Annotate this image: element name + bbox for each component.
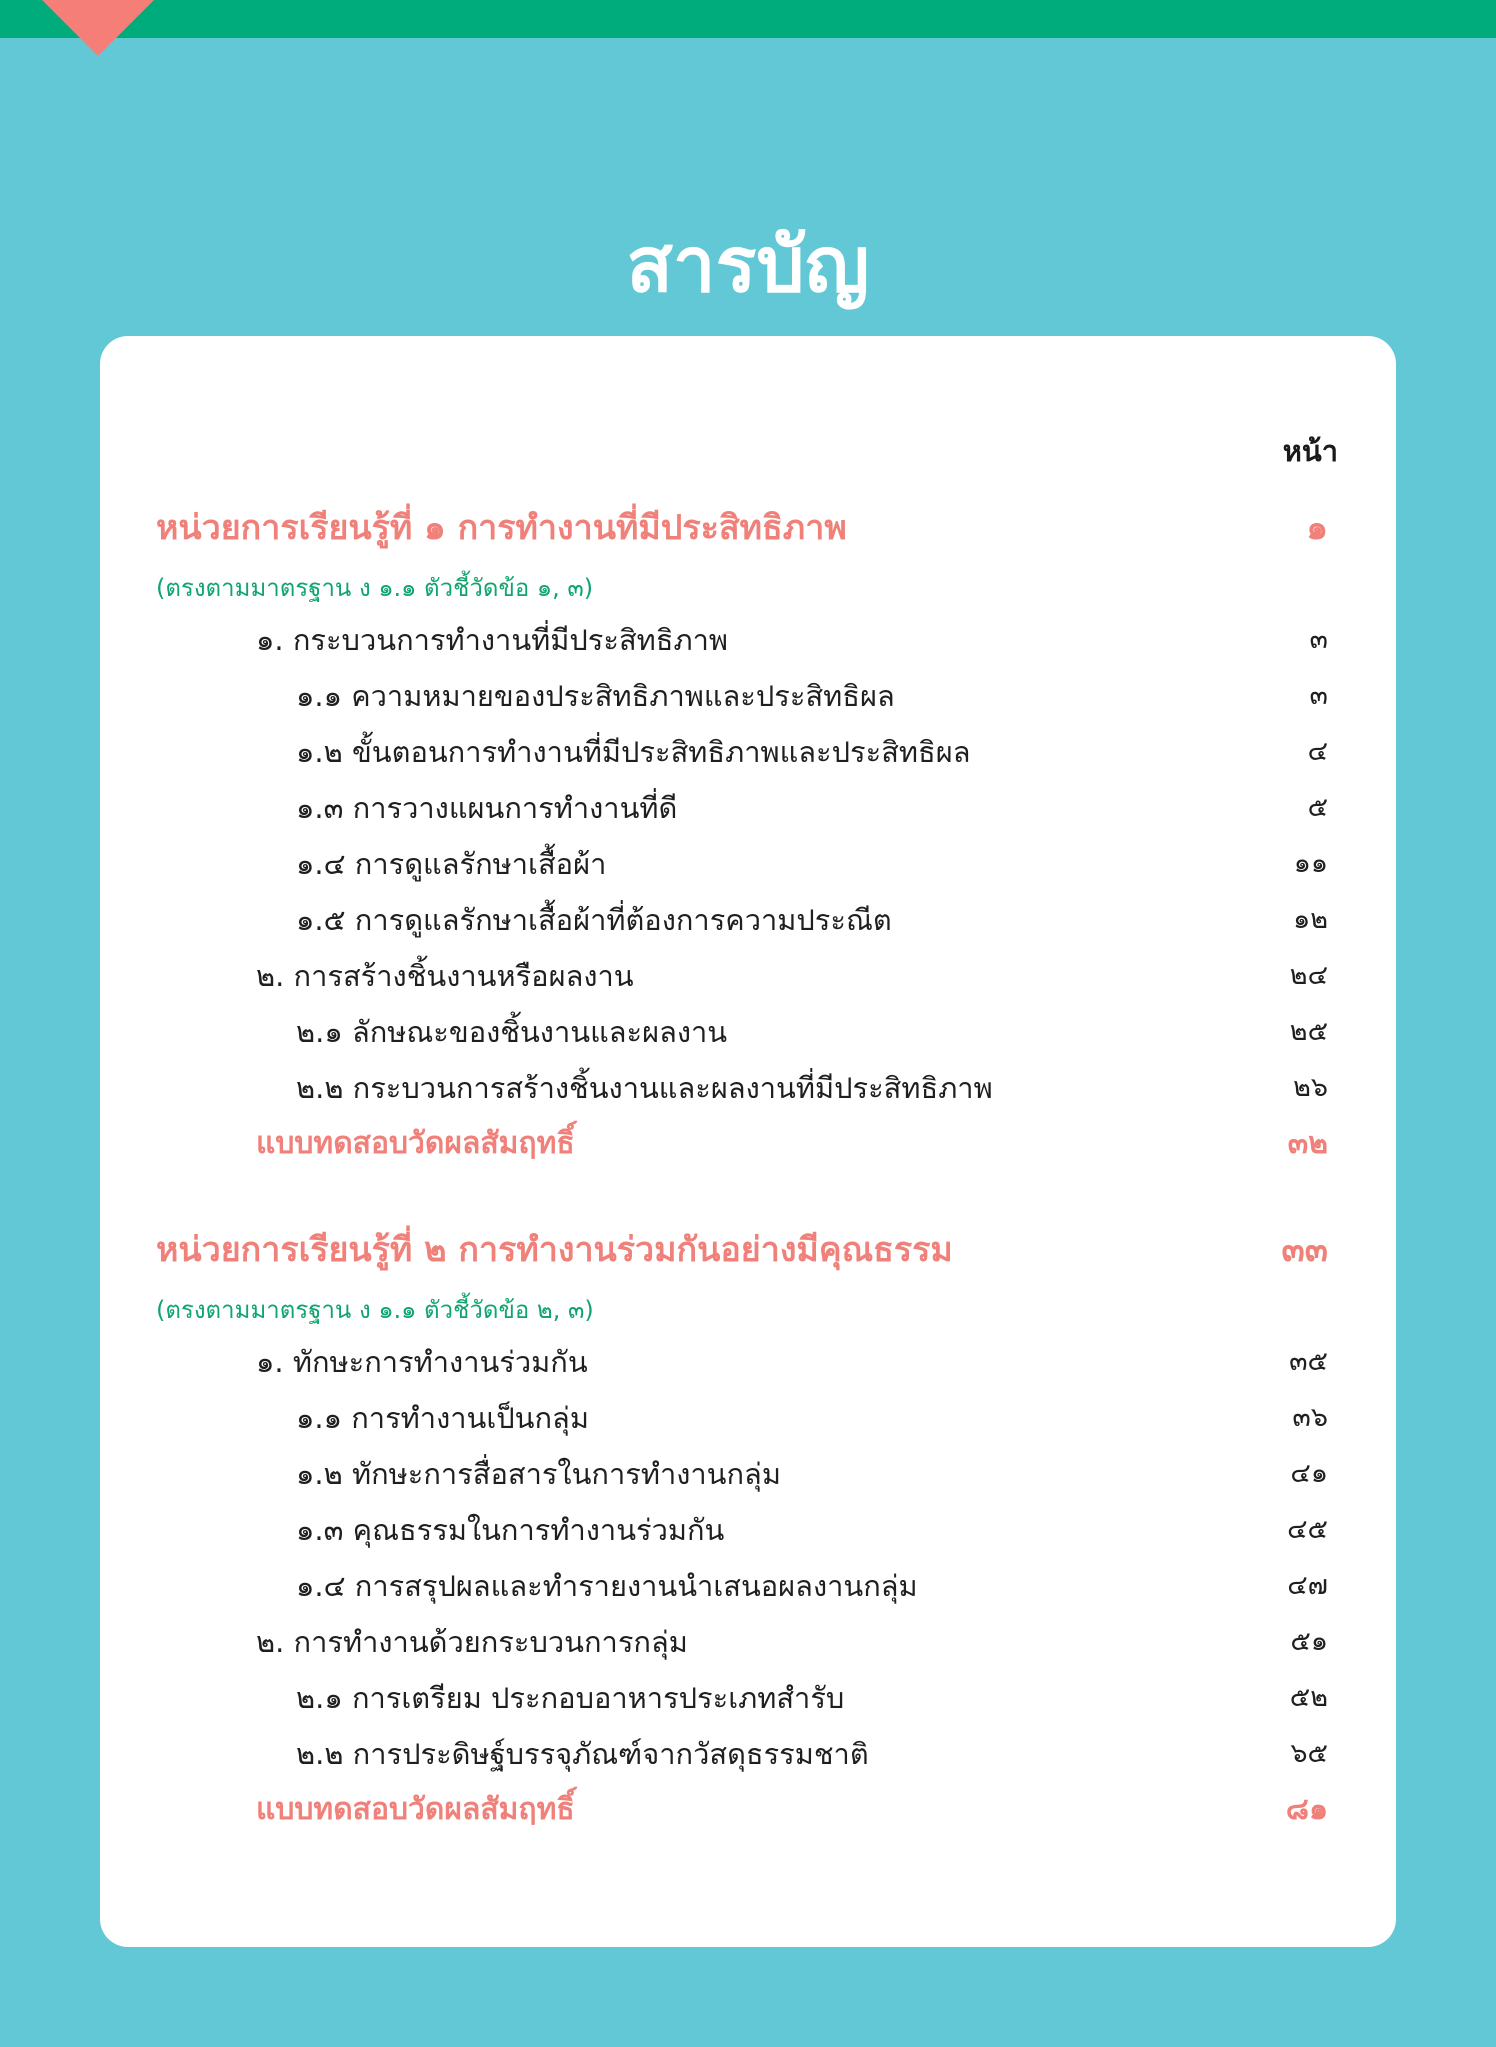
toc-subtopic[interactable]: [100, 784, 1396, 832]
toc-subtopic-page: ๑๒: [1293, 904, 1328, 935]
achievement-test-label: แบบทดสอบวัดผลสัมฤทธิ์: [256, 1126, 575, 1161]
toc-subtopic-page: ๕: [1307, 792, 1328, 823]
toc-subtopic-page: ๔๗: [1287, 1570, 1328, 1601]
toc-subtopic-page: ๔๑: [1290, 1458, 1328, 1489]
toc-topic-label: ๒. การทำงานด้วยกระบวนการกลุ่ม: [256, 1625, 688, 1659]
toc-panel: [100, 336, 1396, 1947]
unit-standard-label: (ตรงตามมาตรฐาน ง ๑.๑ ตัวชี้วัดข้อ ๑, ๓): [156, 574, 594, 602]
toc-subtopic[interactable]: [100, 1730, 1396, 1778]
toc-subtopic[interactable]: [100, 1506, 1396, 1554]
toc-subtopic-page: ๓๖: [1292, 1402, 1328, 1433]
toc-subtopic[interactable]: [100, 728, 1396, 776]
toc-topic[interactable]: [100, 952, 1396, 1000]
toc-topic-label: ๑. กระบวนการทำงานที่มีประสิทธิภาพ: [256, 623, 728, 657]
toc-subtopic-label: ๑.๕ การดูแลรักษาเสื้อผ้าที่ต้องการความประณีต: [296, 903, 892, 937]
toc-subtopic-label: ๑.๔ การสรุปผลและทำรายงานนำเสนอผลงานกลุ่ม: [296, 1569, 918, 1603]
toc-subtopic-label: ๒.๒ การประดิษฐ์บรรจุภัณฑ์จากวัสดุธรรมชาติ: [296, 1737, 869, 1771]
toc-subtopic-page: ๖๕: [1290, 1738, 1328, 1769]
toc-subtopic[interactable]: [100, 1450, 1396, 1498]
toc-topic-page: ๓: [1309, 624, 1328, 655]
toc-subtopic-label: ๑.๑ การทำงานเป็นกลุ่ม: [296, 1401, 589, 1435]
unit-standard-label: (ตรงตามมาตรฐาน ง ๑.๑ ตัวชี้วัดข้อ ๒, ๓): [156, 1296, 594, 1324]
toc-subtopic-page: ๒๖: [1293, 1072, 1328, 1103]
toc-subtopic-label: ๑.๒ ขั้นตอนการทำงานที่มีประสิทธิภาพและประสิทธิผล: [296, 735, 971, 769]
toc-subtopic-label: ๑.๓ การวางแผนการทำงานที่ดี: [296, 791, 678, 825]
toc-subtopic[interactable]: [100, 1064, 1396, 1112]
toc-topic[interactable]: [100, 1338, 1396, 1386]
toc-subtopic[interactable]: [100, 896, 1396, 944]
achievement-test-page: ๓๒: [1287, 1126, 1328, 1161]
toc-topic-page: ๕๑: [1290, 1626, 1328, 1657]
toc-subtopic-page: ๕๒: [1289, 1682, 1328, 1713]
toc-subtopic[interactable]: [100, 1394, 1396, 1442]
toc-subtopic-label: ๒.๑ ลักษณะของชิ้นงานและผลงาน: [296, 1015, 728, 1049]
toc-subtopic-page: ๔: [1307, 736, 1328, 767]
toc-subtopic-label: ๑.๓ คุณธรรมในการทำงานร่วมกัน: [296, 1513, 725, 1547]
toc-subtopic[interactable]: [100, 1674, 1396, 1722]
toc-subtopic-label: ๑.๒ ทักษะการสื่อสารในการทำงานกลุ่ม: [296, 1457, 781, 1491]
page-title: สารบัญ: [626, 220, 870, 309]
toc-subtopic-label: ๒.๒ กระบวนการสร้างชิ้นงานและผลงานที่มีประสิทธิภาพ: [296, 1071, 993, 1105]
toc-topic[interactable]: [100, 1618, 1396, 1666]
toc-subtopic-label: ๑.๑ ความหมายของประสิทธิภาพและประสิทธิผล: [296, 679, 895, 713]
toc-subtopic-page: ๔๕: [1287, 1514, 1328, 1545]
page-column-header: หน้า: [1282, 434, 1338, 468]
unit-page-number: ๑: [1306, 508, 1328, 548]
unit-standard: [100, 1286, 1396, 1334]
unit-heading[interactable]: [100, 504, 1396, 552]
toc-topic-label: ๑. ทักษะการทำงานร่วมกัน: [256, 1345, 588, 1379]
toc-subtopic[interactable]: [100, 840, 1396, 888]
toc-subtopic[interactable]: [100, 1562, 1396, 1610]
toc-subtopic[interactable]: [100, 1008, 1396, 1056]
unit-heading-label: หน่วยการเรียนรู้ที่ ๑ การทำงานที่มีประสิทธิภาพ: [156, 508, 847, 548]
toc-subtopic-page: ๒๕: [1289, 1016, 1328, 1047]
toc-subtopic[interactable]: [100, 672, 1396, 720]
toc-topic[interactable]: [100, 616, 1396, 664]
toc-subtopic-label: ๑.๔ การดูแลรักษาเสื้อผ้า: [296, 847, 607, 881]
toc-subtopic-label: ๒.๑ การเตรียม ประกอบอาหารประเภทสำรับ: [296, 1681, 845, 1715]
unit-heading[interactable]: [100, 1226, 1396, 1274]
achievement-test[interactable]: [100, 1786, 1396, 1834]
achievement-test-label: แบบทดสอบวัดผลสัมฤทธิ์: [256, 1792, 575, 1827]
unit-page-number: ๓๓: [1281, 1230, 1328, 1270]
toc-topic-label: ๒. การสร้างชิ้นงานหรือผลงาน: [256, 959, 634, 993]
corner-tab-marker: [42, 0, 154, 56]
top-bar: [0, 0, 1496, 38]
toc-subtopic-page: ๑๑: [1293, 848, 1328, 879]
unit-heading-label: หน่วยการเรียนรู้ที่ ๒ การทำงานร่วมกันอย่างมีคุณธรรม: [156, 1230, 953, 1270]
unit-standard: [100, 564, 1396, 612]
toc-subtopic-page: ๓: [1309, 680, 1328, 711]
toc-topic-page: ๓๕: [1289, 1346, 1328, 1377]
toc-topic-page: ๒๔: [1289, 960, 1328, 991]
achievement-test[interactable]: [100, 1120, 1396, 1168]
achievement-test-page: ๘๑: [1285, 1792, 1328, 1827]
